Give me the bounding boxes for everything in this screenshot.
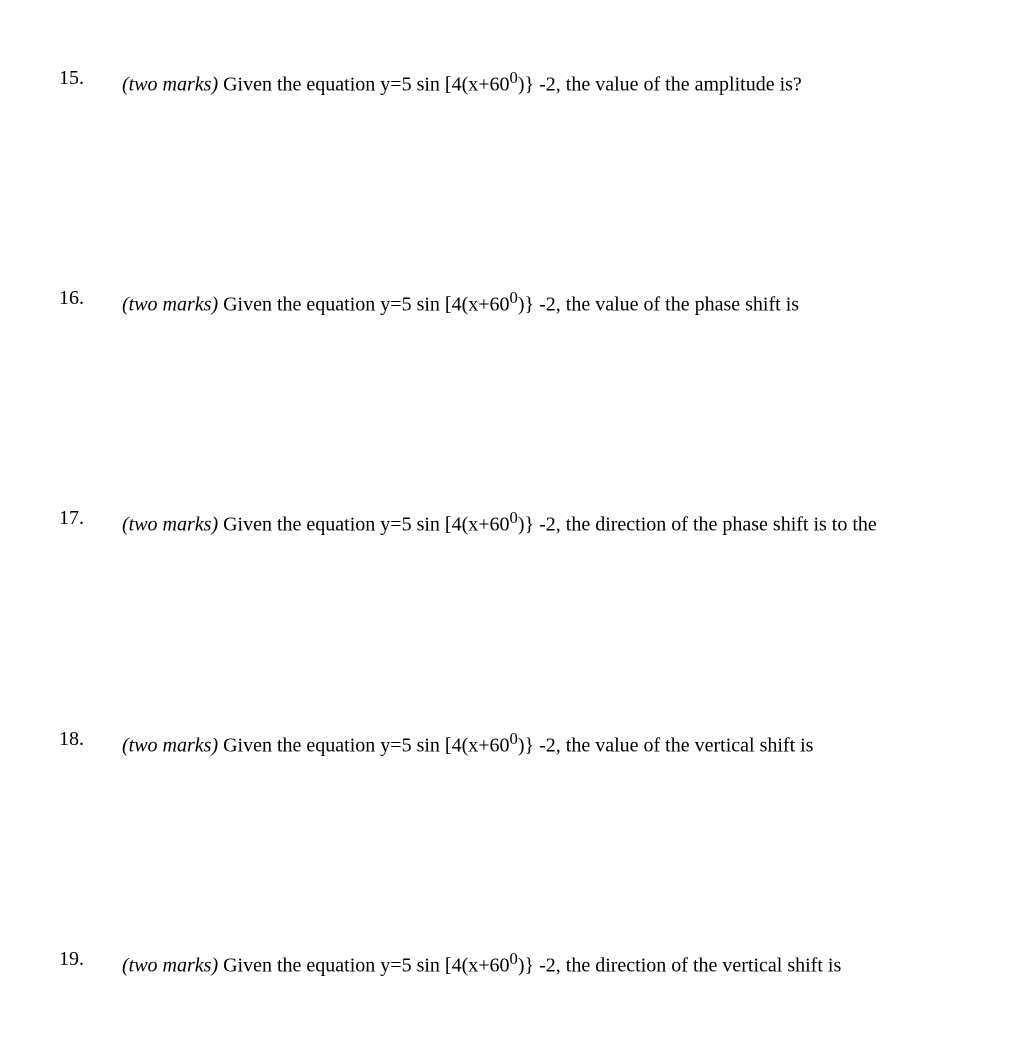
equation-prefix: Given the equation y=5 sin [4(x+60 [223,954,510,977]
question-text [122,944,841,981]
question-text [122,503,877,540]
question-number: 15. [59,67,84,89]
equation-prefix: Given the equation y=5 sin [4(x+60 [223,513,510,536]
question-18 [0,724,1017,757]
question-19 [0,944,1017,977]
question-number: 17. [59,507,84,529]
marks-label: (two marks) [122,954,219,977]
question-text [122,724,813,761]
question-text [122,283,799,320]
degree-superscript: 0 [509,508,518,527]
question-number: 18. [59,728,84,750]
marks-label: (two marks) [122,293,219,316]
equation-prefix: Given the equation y=5 sin [4(x+60 [223,293,510,316]
marks-label: (two marks) [122,73,219,96]
question-15 [0,63,1017,96]
question-16 [0,283,1017,316]
question-number: 19. [59,948,84,970]
question-text [122,63,802,100]
question-number: 16. [59,287,84,309]
degree-superscript: 0 [509,68,518,87]
question-suffix: )} -2, the direction of the phase shift is to the [517,513,877,536]
degree-superscript: 0 [509,729,518,748]
question-suffix: )} -2, the value of the vertical shift is [517,734,814,757]
question-suffix: )} -2, the value of the phase shift is [517,293,800,316]
question-suffix: )} -2, the direction of the vertical shift is [517,954,842,977]
degree-superscript: 0 [509,288,518,307]
question-17 [0,503,1017,536]
marks-label: (two marks) [122,513,219,536]
question-suffix: )} -2, the value of the amplitude is? [517,73,802,96]
degree-superscript: 0 [509,949,518,968]
marks-label: (two marks) [122,734,219,757]
equation-prefix: Given the equation y=5 sin [4(x+60 [223,734,510,757]
equation-prefix: Given the equation y=5 sin [4(x+60 [223,73,510,96]
